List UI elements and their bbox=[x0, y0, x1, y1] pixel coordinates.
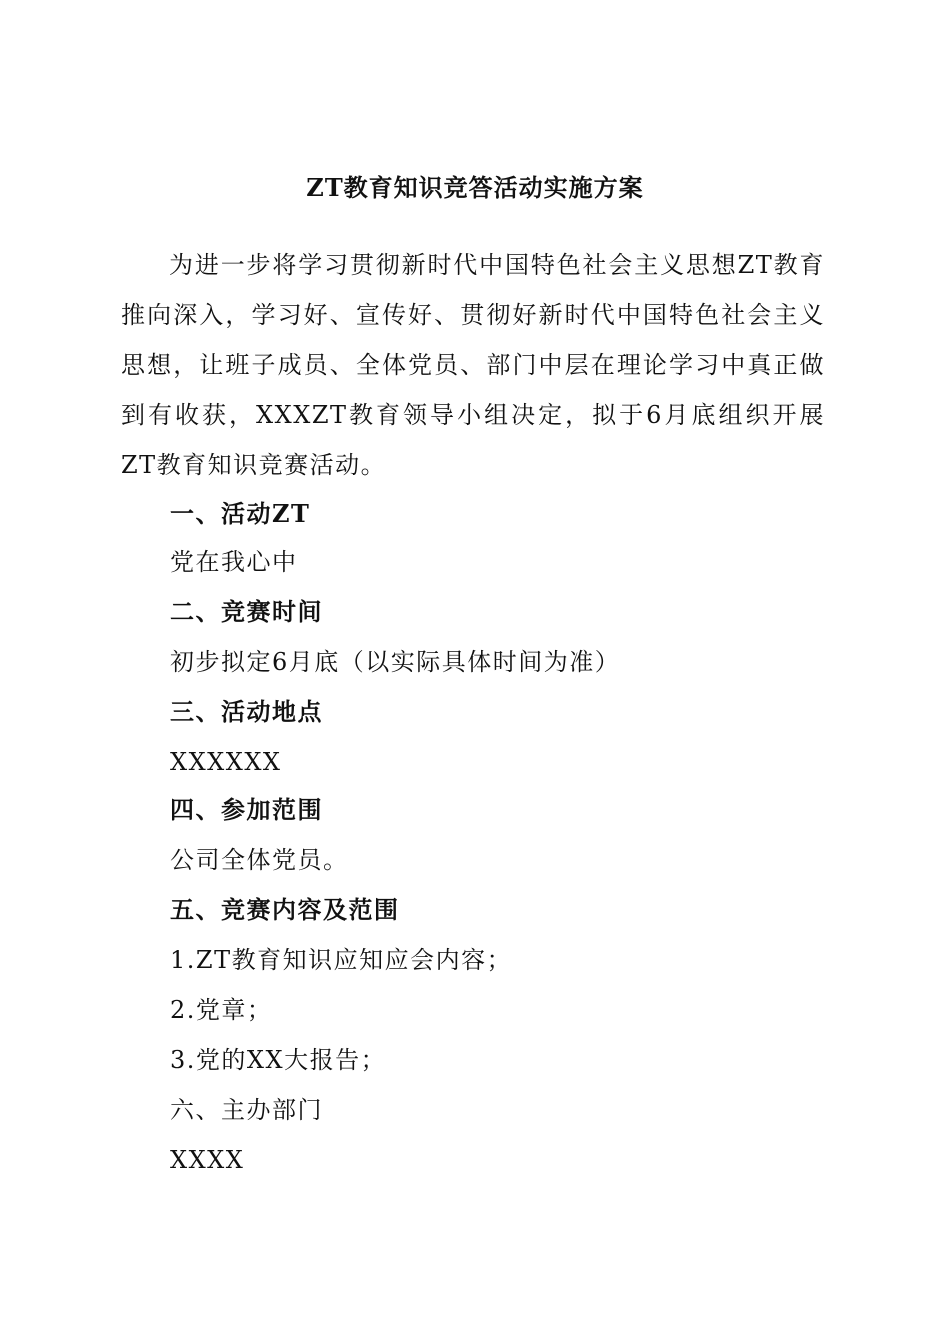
section-scope-heading: 四、参加范围 bbox=[170, 795, 323, 824]
section-scope-text: 公司全体党员。 bbox=[170, 846, 349, 874]
content-list-item: 2.党章； bbox=[170, 996, 273, 1024]
section-organizer-text: XXXX bbox=[170, 1146, 245, 1174]
content-list-item: 3.党的XX大报告； bbox=[170, 1046, 387, 1074]
section-theme-text: 党在我心中 bbox=[170, 548, 298, 576]
section-place-heading: 三、活动地点 bbox=[170, 697, 323, 726]
section-place-text: XXXXXX bbox=[170, 748, 282, 776]
section-time-text: 初步拟定6月底（以实际具体时间为准） bbox=[170, 648, 621, 676]
intro-paragraph: 为进一步将学习贯彻新时代中国特色社会主义思想ZT教育推向深入，学习好、宣传好、贯彻好新时代中国特色社会主义思想，让班子成员、全体党员、部门中层在理论学习中真正做到有收获，XXXZT教育领导小组决定，拟于6月底组织开展ZT教育知识竞赛活动。 bbox=[121, 251, 825, 479]
document-title: ZT教育知识竞答活动实施方案 bbox=[306, 173, 644, 202]
section-content-heading: 五、竞赛内容及范围 bbox=[170, 895, 400, 924]
section-organizer-heading: 六、主办部门 bbox=[170, 1096, 323, 1124]
content-list-item: 1.ZT教育知识应知应会内容； bbox=[170, 946, 513, 974]
section-time-heading: 二、竞赛时间 bbox=[170, 597, 323, 626]
section-theme-heading: 一、活动ZT bbox=[170, 499, 311, 528]
